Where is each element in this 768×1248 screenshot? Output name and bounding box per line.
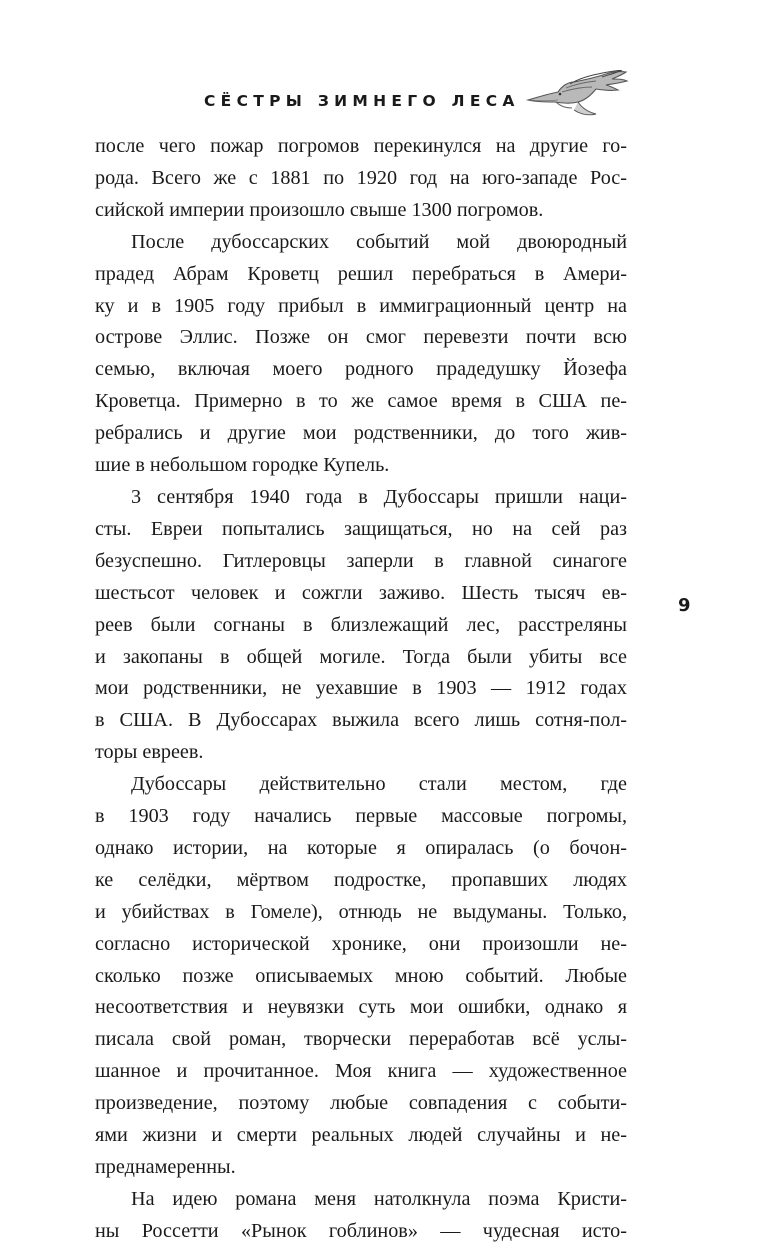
text-line: безуспешно. Гитлеровцы заперли в главной синагоге [95, 549, 627, 572]
text-line: после чего пожар погромов перекинулся на другие го- [95, 135, 627, 157]
paragraph-4 [95, 769, 627, 1184]
text-line: однако истории, на которые я опиралась (о бочон- [95, 836, 627, 859]
running-header [0, 88, 768, 128]
text-line: сколько позже описываемых мною событий. Любые [95, 964, 627, 987]
text-line: Дубоссары действительно стали местом, где [131, 773, 627, 796]
text-line: и закопаны в общей могиле. Тогда были убиты все [95, 645, 627, 668]
text-line: реев были согнаны в близлежащий лес, расстреляны [95, 613, 627, 636]
text-line: ребрались и другие мои родственники, до того жив- [95, 422, 627, 445]
text-line: семью, включая моего родного прадедушку Йозефа [95, 358, 627, 381]
text-line: сийской империи произошло свыше 1300 погромов. [95, 198, 544, 221]
bird-icon [526, 70, 630, 122]
text-line: ку и в 1905 году прибыл в иммиграционный центр на [95, 294, 627, 317]
text-line: в 1903 году начались первые массовые погромы, [95, 805, 627, 828]
text-line: После дубоссарских событий мой двоюродный [131, 230, 627, 253]
text-line: ны Россетти «Рынок гоблинов» — чудесная исто- [95, 1219, 627, 1242]
body-text [95, 131, 627, 1248]
text-line: 3 сентября 1940 года в Дубоссары пришли наци- [131, 485, 627, 508]
page-number: 9 [678, 595, 691, 616]
text-line: преднамеренны. [95, 1156, 236, 1178]
text-line: рода. Всего же с 1881 по 1920 год на юго-западе Рос- [95, 166, 627, 189]
text-line: Кроветца. Примерно в то же самое время в США пе- [95, 390, 627, 413]
text-line: ями жизни и смерти реальных людей случайны и не- [95, 1124, 627, 1147]
text-line: сты. Евреи попытались защищаться, но на сей раз [95, 517, 627, 540]
text-line: мои родственники, не уехавшие в 1903 — 1912 годах [95, 677, 627, 700]
text-line: острове Эллис. Позже он смог перевезти почти всю [95, 326, 627, 349]
paragraph-2 [95, 227, 627, 482]
text-line: шестьсот человек и сожгли заживо. Шесть тысяч ев- [95, 581, 627, 604]
paragraph-5 [95, 1184, 627, 1248]
text-line: На идею романа меня натолкнула поэма Кристи- [131, 1187, 627, 1210]
text-line: и убийствах в Гомеле), отнюдь не выдуманы. Только, [95, 900, 627, 923]
text-line: писала свой роман, творчески переработав всё услы- [95, 1028, 627, 1051]
text-line: несоответствия и неувязки суть мои ошибки, однако я [95, 996, 627, 1019]
running-title: СЁСТРЫ ЗИМНЕГО ЛЕСА [204, 92, 520, 110]
text-line: шанное и прочитанное. Моя книга — художественное [95, 1060, 627, 1083]
paragraph-3 [95, 482, 627, 769]
text-line: произведение, поэтому любые совпадения с событи- [95, 1092, 627, 1115]
text-line: прадед Абрам Кроветц решил перебраться в Амери- [95, 262, 627, 285]
text-line: в США. В Дубоссарах выжила всего лишь сотня-пол- [95, 709, 627, 732]
text-line: шие в небольшом городке Купель. [95, 454, 390, 477]
text-line: согласно исторической хронике, они произошли не- [95, 932, 627, 955]
text-line: ке селёдки, мёртвом подростке, пропавших людях [95, 868, 627, 891]
text-line: торы евреев. [95, 741, 204, 764]
paragraph-1 [95, 131, 627, 227]
